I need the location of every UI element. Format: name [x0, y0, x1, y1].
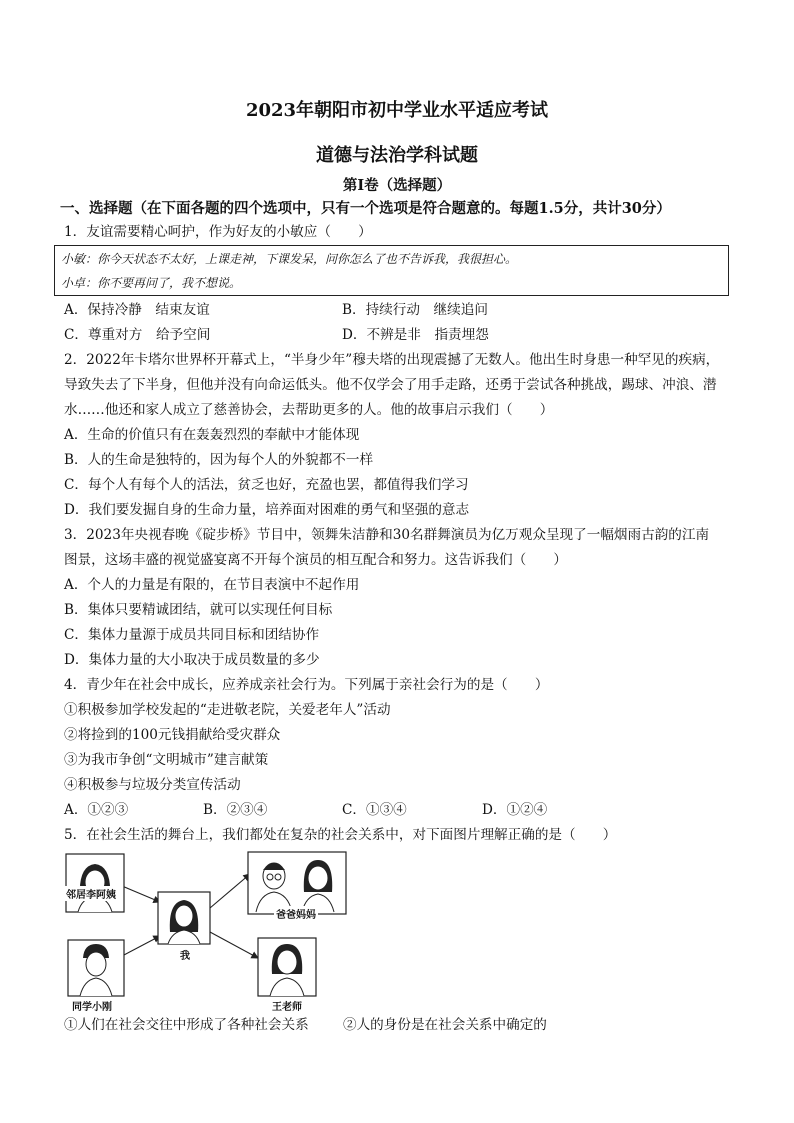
q1-option-c: C．尊重对方 给予空间 — [64, 327, 211, 343]
q1-dialog-line: 小敏：你今天状态不太好，上课走神，下课发呆，问你怎么了也不告诉我，我很担心。 — [61, 252, 518, 266]
q1-dialog-box — [54, 245, 729, 296]
classmate-portrait — [68, 940, 124, 996]
q2-stem-line: 水……他还和家人成立了慈善协会，去帮助更多的人。他的故事启示我们（ ） — [64, 402, 554, 418]
volume-title: 第I卷（选择题） — [342, 177, 452, 194]
q4-item: ①积极参加学校发起的“走进敬老院，关爱老年人”活动 — [64, 702, 391, 718]
q4-item: ③为我市争创“文明城市”建言献策 — [64, 752, 269, 768]
q4-item: ②将捡到的100元钱捐献给受灾群众 — [64, 727, 281, 743]
q3-stem-line: 图景，这场丰盛的视觉盛宴离不开每个演员的相互配合和努力。这告诉我们（ ） — [64, 552, 567, 568]
section-heading: 一、选择题（在下面各题的四个选项中，只有一个选项是符合题意的。每题1.5分，共计30分） — [60, 200, 671, 217]
q4-option-b: B．②③④ — [203, 802, 268, 818]
q3-option-a: A．个人的力量是有限的，在节目表演中不起作用 — [64, 577, 360, 593]
exam-title: 2023年朝阳市初中学业水平适应考试 — [245, 100, 549, 121]
q2-stem-line: 导致失去了下半身，但他并没有向命运低头。他不仅学会了用手走路，还勇于尝试各种挑战，踢球、冲浪、潜 — [64, 377, 717, 393]
parents-portrait — [248, 852, 346, 914]
me-portrait — [158, 892, 210, 944]
q5-statement-2: ②人的身份是在社会关系中确定的 — [343, 1017, 547, 1033]
q1-option-a: A．保持冷静 结束友谊 — [64, 302, 210, 318]
exam-subtitle: 道德与法治学科试题 — [316, 145, 478, 166]
q1-option-b: B．持续行动 继续追问 — [342, 302, 488, 318]
q2-option-a: A．生命的价值只有在轰轰烈烈的奉献中才能体现 — [64, 427, 360, 443]
q4-stem: 4．青少年在社会中成长，应养成亲社会行为。下列属于亲社会行为的是（ ） — [64, 677, 549, 693]
q1-stem: 1．友谊需要精心呵护，作为好友的小敏应（ ） — [64, 224, 372, 240]
q4-item: ④积极参与垃圾分类宣传活动 — [64, 777, 241, 793]
label-classmate: 同学小刚 — [70, 998, 114, 1013]
q2-option-b: B．人的生命是独特的，因为每个人的外貌都不一样 — [64, 452, 374, 468]
q2-option-d: D．我们要发掘自身的生命力量，培养面对困难的勇气和坚强的意志 — [64, 502, 470, 518]
social-relations-diagram — [60, 846, 350, 1016]
q3-option-d: D．集体力量的大小取决于成员数量的多少 — [64, 652, 320, 668]
label-neighbor: 邻居李阿姨 — [64, 886, 118, 901]
q5-stem: 5．在社会生活的舞台上，我们都处在复杂的社会关系中，对下面图片理解正确的是（ ） — [64, 827, 617, 843]
label-teacher: 王老师 — [270, 998, 304, 1013]
label-me: 我 — [178, 947, 192, 962]
q1-option-d: D．不辨是非 指责埋怨 — [342, 327, 489, 343]
q3-option-b: B．集体只要精诚团结，就可以实现任何目标 — [64, 602, 333, 618]
q3-stem-line: 3．2023年央视春晚《碇步桥》节目中，领舞朱洁静和30名群舞演员为亿万观众呈现了一幅烟雨古韵的江南 — [64, 527, 710, 543]
q4-option-a: A．①②③ — [64, 802, 129, 818]
relations-figure — [60, 846, 350, 1016]
q4-option-d: D．①②④ — [482, 802, 548, 818]
q3-option-c: C．集体力量源于成员共同目标和团结协作 — [64, 627, 320, 643]
q2-option-c: C．每个人有每个人的活法，贫乏也好，充盈也罢，都值得我们学习 — [64, 477, 469, 493]
neighbor-portrait — [66, 854, 124, 912]
q1-dialog-line: 小卓：你不要再问了，我不想说。 — [61, 276, 242, 290]
label-parents: 爸爸妈妈 — [274, 906, 318, 921]
teacher-portrait — [258, 938, 316, 996]
q4-option-c: C．①③④ — [342, 802, 407, 818]
q5-statement-1: ①人们在社会交往中形成了各种社会关系 — [64, 1017, 309, 1033]
q2-stem-line: 2．2022年卡塔尔世界杯开幕式上，“半身少年”穆夫塔的出现震撼了无数人。他出生时身患一种罕见的疾病， — [64, 352, 720, 368]
